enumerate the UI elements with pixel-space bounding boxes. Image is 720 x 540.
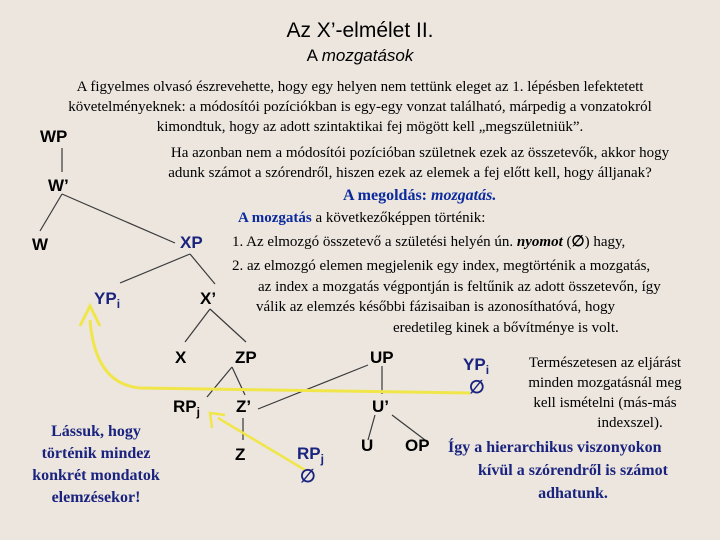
- solution-emphasis: mozgatás.: [431, 187, 497, 204]
- step-2-line-1: 2. az elmozgó elemen megjelenik egy index, megtörténik a mozgatás,: [232, 258, 651, 274]
- edge-zp-rp: [207, 367, 232, 397]
- step-1-open: (: [562, 234, 572, 250]
- subtitle-emphasis: mozgatások: [321, 46, 414, 65]
- node-yp-trace: [463, 356, 489, 376]
- intro-line-1: A figyelmes olvasó észrevehette, hogy egy helyen nem tettünk eleget az 1. lépésben lefektetett: [76, 79, 644, 95]
- node-up: UP: [370, 348, 394, 367]
- node-u-bar: U’: [372, 397, 389, 416]
- node-u: U: [361, 436, 374, 455]
- node-rp-trace-index: j: [320, 452, 324, 466]
- naturally-line-2: minden mozgatásnál meg: [528, 375, 682, 391]
- edge-wbar-xp: [62, 194, 175, 243]
- node-yp-label: YP: [94, 289, 117, 308]
- question-line-1: Ha azonban nem a módosítói pozícióban születnek ezek az összetevők, akkor hogy: [170, 145, 670, 161]
- step-1-before: 1. Az elmozgó összetevő a születési helyén ún.: [232, 234, 517, 250]
- null-symbol-inline: ∅: [571, 234, 585, 250]
- node-x: X: [175, 348, 187, 367]
- intro-line-3: kimondtuk, hogy az adott szintaktikai fej mögött kell „megszületniük”.: [156, 119, 584, 135]
- null-symbol-yp: ∅: [469, 377, 485, 397]
- movement-arrow-line: [90, 320, 470, 393]
- edge-xp-yp: [120, 254, 190, 283]
- node-x-bar: X’: [200, 289, 217, 308]
- naturally-line-3: kell ismételni (más-más: [533, 395, 677, 411]
- node-wp: WP: [40, 127, 68, 146]
- step-1-trace: nyomot: [516, 234, 563, 250]
- node-rp-trace: [297, 445, 324, 465]
- page-title: Az X’-elmélet II.: [286, 19, 434, 42]
- node-z: Z: [235, 445, 246, 464]
- edge-xbar-zp: [210, 309, 246, 342]
- node-yp-index: i: [116, 297, 121, 311]
- hierarchy-line-1: Így a hierarchikus viszonyokon: [448, 439, 662, 456]
- node-op: OP: [405, 436, 430, 455]
- node-rp: [173, 398, 200, 418]
- node-rp-label: RP: [173, 397, 197, 416]
- subtitle-prefix: A: [306, 46, 322, 65]
- hierarchy-line-2: kívül a szórendről is számot: [478, 462, 668, 479]
- edge-xp-xbar: [190, 254, 215, 284]
- node-w: W: [32, 235, 49, 254]
- step-2-line-2: az index a mozgatás végpontján is feltűnik az adott összetevőn, így: [258, 279, 661, 295]
- node-zp: ZP: [235, 348, 257, 367]
- naturally-line-4: indexszel).: [597, 415, 663, 431]
- lets-see-line-4: elemzésekor!: [51, 489, 141, 506]
- node-xp: XP: [180, 233, 203, 252]
- edge-zbar-up: [258, 365, 368, 409]
- process-intro-bold: A mozgatás: [238, 210, 312, 226]
- node-w-bar: W’: [48, 176, 69, 195]
- lets-see-line-3: konkrét mondatok: [32, 467, 160, 484]
- lets-see-line-2: történik mindez: [41, 445, 151, 462]
- lets-see-line-1: Lássuk, hogy: [51, 423, 141, 440]
- node-rp-trace-label: RP: [297, 444, 321, 463]
- node-yp-trace-label: YP: [463, 355, 486, 374]
- intro-line-2: követelményeknek: a módosítói pozíciókban is egy-egy vonzat található, márpedig a vonzatokról: [68, 99, 652, 115]
- edge-xbar-x: [185, 309, 210, 342]
- node-yp-trace-index: i: [485, 363, 490, 377]
- null-symbol-rp: ∅: [300, 466, 316, 486]
- naturally-line-1: Természetesen az eljárást: [528, 355, 682, 371]
- hierarchy-line-3: adhatunk.: [538, 485, 608, 502]
- question-line-2: adunk számot a szórendről, hiszen ezek az elemek a fej előtt kell, hogy álljanak?: [168, 165, 652, 181]
- node-rp-index: j: [196, 405, 200, 419]
- edge-wbar-w: [40, 194, 62, 231]
- node-yp: [94, 290, 120, 310]
- step-1-close: ) hagy,: [584, 234, 626, 250]
- step-2-line-3: válik az elemzés későbbi fázisaiban is azonosíthatóvá, hogy: [256, 299, 616, 315]
- process-intro-rest: a következőképpen történik:: [311, 210, 486, 226]
- node-z-bar: Z’: [236, 397, 252, 416]
- rp-movement-arrow-line: [218, 418, 305, 470]
- step-2-line-4: eredetileg kinek a bővítménye is volt.: [393, 320, 619, 336]
- solution-prefix: A megoldás:: [343, 187, 431, 204]
